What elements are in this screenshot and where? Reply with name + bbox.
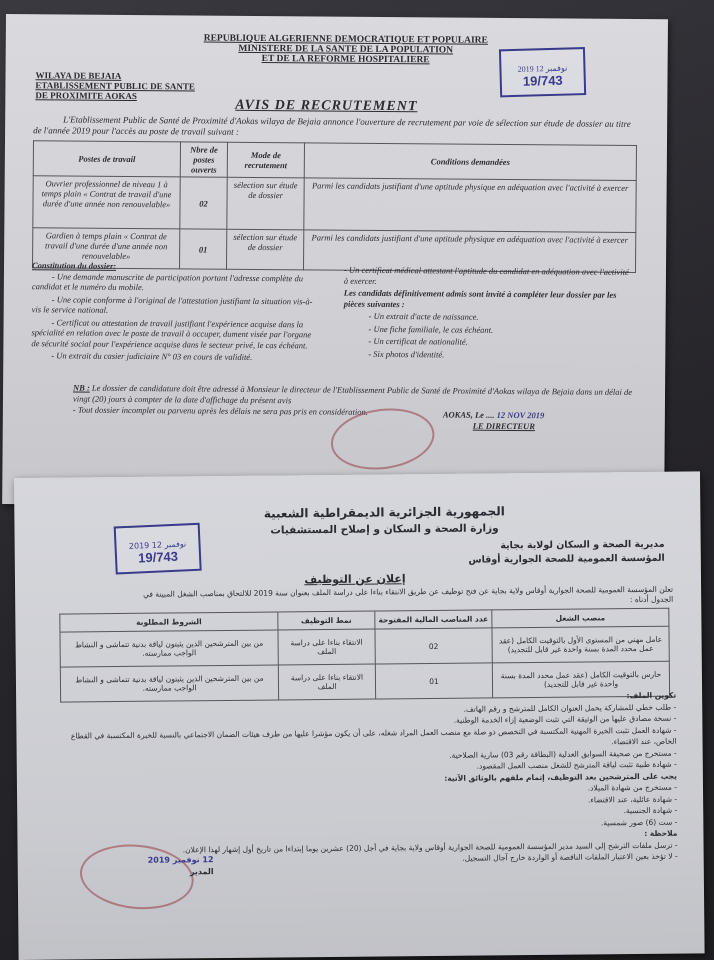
positions-table [59, 608, 670, 703]
count-cell: 02 [375, 628, 492, 664]
additional-docs-list [343, 311, 633, 361]
note-item: - لا تؤخذ بعين الاعتبار الملفات الناقصة أو الواردة خارج آجال التسجيل. [462, 851, 678, 863]
conditions-cell: Parmi les candidats justifiant d'une aptitude physique en adéquation avec l'activité à exercer [304, 178, 636, 233]
table-row [33, 176, 636, 233]
final-docs-heading: يجب على المترشحين بعد التوظيف، إتمام ملفهم بالوثائق الآتية: [444, 771, 677, 783]
stamp-date: 2019 نوفمبر 12 [517, 63, 568, 74]
notice-title: AVIS DE RECRUTEMENT [235, 97, 418, 115]
count-cell: 01 [375, 663, 492, 699]
notice-intro: تعلن المؤسسة العمومية للصحة الجوارية أوقاس ولاية بجاية عن فتح توظيف عن طريق الانتقاء بناءا على دراسة الملف بعنوان سنة 2019 للالتحاق بمناصب الشغل المبينة في الجدول أدناه : [143, 584, 674, 605]
mode-cell: sélection sur étude de dossier [227, 177, 304, 230]
stamp-reference: 19/743 [137, 548, 179, 566]
count-cell: 02 [180, 177, 227, 229]
list-item: - Une demande manuscrite de participation portant l'adresse complète du candidat et le numéro du mobile. [31, 270, 304, 293]
directorate-line: المؤسسة العمومية للصحة الجوارية أوقاس [468, 552, 665, 566]
dossier-constitution [56, 690, 678, 868]
directorate-header [455, 538, 665, 568]
conditions-cell: من بين المترشحين الذين يثبتون لياقة بدنية تتماشى و النشاط الواجب ممارسته. [60, 630, 278, 667]
list-item: - Un extrait du casier judiciaire N° 03 en cours de validité. [51, 350, 253, 362]
notice-title: إعلان عن التوظيف [304, 572, 406, 587]
sign-date: 12 نوفمبر 2019 [147, 855, 214, 865]
registration-stamp [114, 523, 202, 575]
institution-line: DE PROXIMITE AOKAS [35, 90, 137, 102]
notice-intro: L'Etablissement Public de Santé de Proximité d'Aokas wilaya de Bejaia annonce l'ouverture de recrutement par voie de sélection sur étude de dossier au titre de l'année 2019 pour l'accès au poste de travail suivant : [33, 114, 631, 137]
institution-line: WILAYA DE BEJAIA [35, 70, 122, 81]
list-item: - Un certificat de nationalité. [368, 335, 468, 347]
conditions-cell: Parmi les candidats justifiant d'une aptitude physique en adéquation avec l'activité à exercer [303, 230, 635, 273]
table-row [60, 626, 669, 667]
republic-header [254, 503, 514, 539]
list-item: - Un certificat médical attestant l'aptitude du candidat en adéquation avec l'activité à exercer. [343, 264, 629, 286]
column-header: منصب الشغل [492, 608, 669, 628]
stamp-date: 2019 نوفمبر 12 [128, 539, 187, 551]
list-item: - مستخرج من صحيفة السوابق العدلية (البطاقة رقم 03) سارية الصلاحية. [449, 748, 677, 760]
registration-stamp [499, 47, 586, 97]
notes-label: ملاحظة : [644, 828, 678, 838]
mode-cell: الانتقاء بناءا على دراسة الملف [278, 664, 375, 700]
mode-cell: الانتقاء بناءا على دراسة الملف [278, 629, 375, 665]
sign-place: AOKAS, Le .... [442, 409, 495, 420]
republic-line: الجمهورية الجزائرية الديمقراطية الشعبية [263, 504, 505, 521]
ministry-line: ET DE LA REFORME HOSPITALIERE [261, 54, 430, 66]
nb-label: NB : [73, 382, 90, 393]
constitution-heading: تكوين الملف: [626, 690, 677, 701]
ministry-line: وزارة الصحة و السكان و إصلاح المستشفيات [270, 522, 499, 537]
signature-block [148, 854, 214, 879]
position-cell: Ouvrier professionnel de niveau 1 à temps plain « Contrat de travail d'une durée d'une année non renouvelable» [33, 176, 180, 229]
position-cell: Gardien à temps plain « Contrat de travail d'une durée d'une année non renouvelable» [33, 228, 180, 269]
column-header: Conditions demandées [304, 143, 636, 181]
additional-documents [343, 265, 634, 363]
list-item: - مستخرج من شهادة الميلاد. [587, 782, 678, 793]
list-item: - Certificat ou attestation de travail justifiant l'expérience acquise dans la spécialité en relation avec le poste de travail à occuper, dument visée par l'organe de sécurité social pour l'expérience acquise dans le secteur privé, le cas échéant. [31, 316, 312, 350]
table-header-row [33, 141, 636, 181]
column-header: Mode de recrutement [227, 142, 304, 178]
signature-block [443, 409, 545, 432]
sign-date: 12 NOV 2019 [496, 409, 545, 421]
list-item: - شهادة العمل تثبت الخبرة المهنية المكتسبة في التخصص ذو صلة مع منصب العمل المراد شغله، على أن يكون مؤشرا عليها من طرف هيئات الضمان الاجتماعي بالنسبة للخبرة المكتسبة في القطاع الخاص، عند الاقتضاء. [70, 725, 677, 747]
ministry-header [156, 33, 536, 66]
list-item: - شهادة عائلية، عند الاقتضاء. [587, 794, 678, 805]
list-item: - شهادة طبية تثبت لياقة المترشح للشغل منصب العمل المقصود. [476, 759, 677, 771]
position-cell: حارس بالتوقيت الكامل (عقد عمل محدد المدة بسنة واحدة غير قابل للتجديد) [492, 661, 669, 698]
note-item: - ترسل ملفات الترشح إلى السيد مدير المؤسسة العمومية للصحة الجوارية أوقاس ولاية بجاية في أجل (20) عشرين يوما إبتداءا من تاريخ أول إشهار لهذا الإعلان. [182, 840, 678, 854]
list-item: - Un extrait d'acte de naissance. [368, 310, 479, 322]
list-item: - Six photos d'identité. [368, 348, 445, 359]
constitution-heading: Constitution du dossier: [31, 260, 117, 271]
ministry-line: MINISTERE DE LA SANTE DE LA POPULATION [238, 43, 454, 56]
column-header: نمط التوظيف [278, 611, 375, 630]
french-notice-sheet [2, 14, 668, 509]
column-header: الشروط المطلوبة [60, 612, 278, 632]
sign-title: المدير [189, 867, 214, 877]
positions-table [32, 140, 637, 273]
mode-cell: sélection sur étude de dossier [227, 229, 304, 270]
institution-header [35, 70, 195, 101]
nb-text-2: - Tout dossier incomplet ou parvenu après les délais ne sera pas pris en considération. [72, 404, 368, 417]
arabic-notice-sheet [14, 471, 705, 960]
column-header: Postes de travail [33, 141, 180, 177]
list-item: - شهادة الجنسية. [623, 805, 678, 816]
column-header: Nbre de postes ouverts [180, 142, 227, 177]
list-item: - ست (6) صور شمسية. [600, 817, 678, 827]
ministry-line: REPUBLIQUE ALGERIENNE DEMOCRATIQUE ET POPULAIRE [203, 33, 488, 46]
nb-section [73, 383, 633, 420]
count-cell: 01 [180, 229, 227, 269]
list-item: - طلب خطي للمشاركة يحمل العنوان الكامل للمترشح و رقم الهاتف. [463, 702, 677, 714]
column-header: عدد المناصب المالية المفتوحة [375, 610, 492, 629]
position-cell: عامل مهني من المستوى الأول بالتوقيت الكامل (عقد عمل محدد المدة بسنة واحدة غير قابل للتجديد) [492, 626, 669, 663]
nb-text: Le dossier de candidature doit être adressé à Monsieur le directeur de l'Etablissement Public de Santé de Proximité d'Aokas wilaya de Bejaia dans un délai de vingt (20) jours à compter de la date d'affichage du présent avis [72, 382, 633, 405]
admitted-candidates-note: Les candidats définitivement admis sont invité à compléter leur dossier par les pièces suivantes : [343, 287, 617, 309]
sign-title: LE DIRECTEUR [472, 420, 535, 432]
stamp-reference: 19/743 [522, 72, 563, 89]
directorate-line: مديرية الصحة و السكان لولاية بجاية [500, 538, 665, 552]
list-item: - نسخة مصادق عليها من الوثيقة التي تثبت الوضعية إزاء الخدمة الوطنية. [453, 713, 677, 725]
institution-line: ETABLISSEMENT PUBLIC DE SANTE [35, 80, 195, 92]
list-item: - Une copie conforme à l'original de l'attestation justifiant la situation vis-à-vis le service national. [31, 293, 313, 315]
list-item: - Une fiche familiale, le cas échéant. [368, 323, 494, 335]
dossier-constitution [31, 260, 317, 365]
conditions-cell: من بين المترشحين الذين يثبتون لياقة بدنية تتماشى و النشاط الواجب ممارسته. [60, 665, 278, 702]
